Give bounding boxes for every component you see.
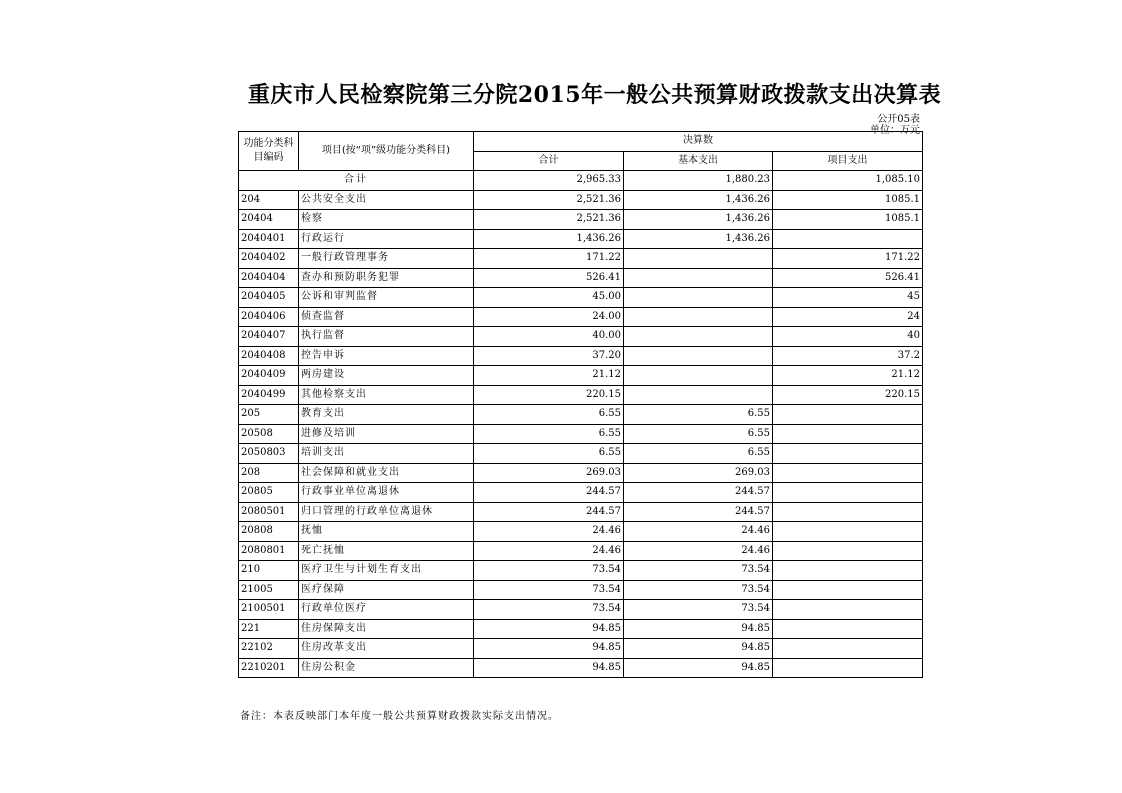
row-total: 94.85 (474, 639, 624, 659)
row-code: 2080501 (239, 502, 299, 522)
table-row (239, 580, 923, 600)
row-total: 94.85 (474, 658, 624, 678)
row-code: 2040401 (239, 229, 299, 249)
row-total: 37.20 (474, 346, 624, 366)
row-name: 医疗卫生与计划生育支出 (299, 561, 474, 581)
row-basic: 94.85 (624, 658, 773, 678)
header-project: 项目支出 (773, 151, 923, 171)
row-total: 244.57 (474, 483, 624, 503)
row-basic (624, 346, 773, 366)
table-row (239, 463, 923, 483)
row-code: 2040406 (239, 307, 299, 327)
row-total: 73.54 (474, 600, 624, 620)
table-row (239, 502, 923, 522)
table-header (239, 132, 923, 171)
row-project: 37.2 (773, 346, 923, 366)
row-code: 204 (239, 190, 299, 210)
row-total: 171.22 (474, 249, 624, 269)
row-basic (624, 366, 773, 386)
row-name: 其他检察支出 (299, 385, 474, 405)
row-name: 住房改革支出 (299, 639, 474, 659)
row-project (773, 502, 923, 522)
row-name: 检察 (299, 210, 474, 230)
table-row (239, 639, 923, 659)
row-code: 21005 (239, 580, 299, 600)
table-row (239, 210, 923, 230)
total-row-basic: 1,880.23 (624, 171, 773, 191)
row-name: 住房公积金 (299, 658, 474, 678)
row-name: 控告申诉 (299, 346, 474, 366)
row-basic: 6.55 (624, 405, 773, 425)
row-basic: 6.55 (624, 424, 773, 444)
row-basic: 269.03 (624, 463, 773, 483)
row-total: 2,521.36 (474, 190, 624, 210)
row-total: 6.55 (474, 444, 624, 464)
row-name: 死亡抚恤 (299, 541, 474, 561)
row-basic (624, 288, 773, 308)
row-project: 171.22 (773, 249, 923, 269)
row-name: 行政运行 (299, 229, 474, 249)
row-project (773, 619, 923, 639)
row-project (773, 541, 923, 561)
row-name: 两房建设 (299, 366, 474, 386)
header-basic: 基本支出 (624, 151, 773, 171)
table-row (239, 249, 923, 269)
row-basic (624, 249, 773, 269)
table-row (239, 385, 923, 405)
table-row (239, 658, 923, 678)
row-code: 210 (239, 561, 299, 581)
table-row (239, 346, 923, 366)
row-total: 94.85 (474, 619, 624, 639)
row-code: 2040405 (239, 288, 299, 308)
row-basic: 24.46 (624, 541, 773, 561)
row-name: 教育支出 (299, 405, 474, 425)
row-basic: 244.57 (624, 483, 773, 503)
row-total: 269.03 (474, 463, 624, 483)
row-code: 208 (239, 463, 299, 483)
row-name: 公共安全支出 (299, 190, 474, 210)
row-project: 21.12 (773, 366, 923, 386)
row-code: 2100501 (239, 600, 299, 620)
table-row (239, 366, 923, 386)
row-total: 244.57 (474, 502, 624, 522)
row-code: 2040404 (239, 268, 299, 288)
row-project (773, 600, 923, 620)
table-row (239, 522, 923, 542)
document-title: 重庆市人民检察院第三分院2015年一般公共预算财政拨款支出决算表 (247, 82, 942, 108)
unit-label: 单位：万元 (870, 125, 920, 136)
table-row (239, 190, 923, 210)
table-row (239, 327, 923, 347)
row-project: 40 (773, 327, 923, 347)
row-basic: 244.57 (624, 502, 773, 522)
row-project (773, 424, 923, 444)
row-name: 执行监督 (299, 327, 474, 347)
table-row (239, 288, 923, 308)
row-name: 抚恤 (299, 522, 474, 542)
table-row (239, 424, 923, 444)
table-row (239, 483, 923, 503)
row-total: 73.54 (474, 561, 624, 581)
row-total: 24.46 (474, 522, 624, 542)
row-basic: 94.85 (624, 639, 773, 659)
row-project (773, 483, 923, 503)
table-row (239, 405, 923, 425)
row-total: 40.00 (474, 327, 624, 347)
row-basic (624, 307, 773, 327)
row-basic: 24.46 (624, 522, 773, 542)
row-basic: 73.54 (624, 580, 773, 600)
row-name: 一般行政管理事务 (299, 249, 474, 269)
row-basic: 73.54 (624, 561, 773, 581)
row-total: 24.46 (474, 541, 624, 561)
row-code: 2050803 (239, 444, 299, 464)
row-name: 公诉和审判监督 (299, 288, 474, 308)
row-code: 2040407 (239, 327, 299, 347)
row-basic: 6.55 (624, 444, 773, 464)
row-name: 进修及培训 (299, 424, 474, 444)
total-row-total: 2,965.33 (474, 171, 624, 191)
row-total: 526.41 (474, 268, 624, 288)
row-name: 归口管理的行政单位离退休 (299, 502, 474, 522)
row-code: 2040402 (239, 249, 299, 269)
row-project (773, 580, 923, 600)
row-code: 20808 (239, 522, 299, 542)
row-code: 2210201 (239, 658, 299, 678)
row-basic: 94.85 (624, 619, 773, 639)
table-row (239, 229, 923, 249)
row-total: 21.12 (474, 366, 624, 386)
row-code: 2040499 (239, 385, 299, 405)
table-body (239, 171, 923, 678)
row-name: 医疗保障 (299, 580, 474, 600)
row-name: 行政事业单位离退休 (299, 483, 474, 503)
row-basic: 1,436.26 (624, 210, 773, 230)
row-project: 1085.1 (773, 190, 923, 210)
table-row (239, 561, 923, 581)
table-row (239, 444, 923, 464)
row-name: 住房保障支出 (299, 619, 474, 639)
row-code: 2040408 (239, 346, 299, 366)
row-project: 24 (773, 307, 923, 327)
row-project (773, 561, 923, 581)
form-number: 公开05表 (877, 114, 920, 125)
row-project: 526.41 (773, 268, 923, 288)
row-project: 45 (773, 288, 923, 308)
row-name: 行政单位医疗 (299, 600, 474, 620)
row-basic: 1,436.26 (624, 190, 773, 210)
row-total: 45.00 (474, 288, 624, 308)
row-basic (624, 385, 773, 405)
table-row (239, 268, 923, 288)
header-item: 项目(按“项”级功能分类科目) (299, 132, 474, 171)
row-basic: 73.54 (624, 600, 773, 620)
total-row-project: 1,085.10 (773, 171, 923, 191)
row-project (773, 229, 923, 249)
row-name: 查办和预防职务犯罪 (299, 268, 474, 288)
row-total: 6.55 (474, 405, 624, 425)
row-project (773, 405, 923, 425)
row-code: 20404 (239, 210, 299, 230)
total-row (239, 171, 923, 191)
footnote: 备注：本表反映部门本年度一般公共预算财政拨款实际支出情况。 (240, 711, 559, 722)
row-project (773, 522, 923, 542)
row-total: 220.15 (474, 385, 624, 405)
table-row (239, 600, 923, 620)
row-project (773, 444, 923, 464)
row-code: 20805 (239, 483, 299, 503)
row-project: 220.15 (773, 385, 923, 405)
row-code: 2040409 (239, 366, 299, 386)
row-project (773, 639, 923, 659)
header-final: 决算数 (474, 132, 923, 152)
row-code: 20508 (239, 424, 299, 444)
row-basic: 1,436.26 (624, 229, 773, 249)
row-basic (624, 327, 773, 347)
row-project: 1085.1 (773, 210, 923, 230)
total-row-label: 合计 (239, 171, 474, 191)
row-name: 培训支出 (299, 444, 474, 464)
row-name: 社会保障和就业支出 (299, 463, 474, 483)
budget-table (238, 131, 923, 678)
row-total: 73.54 (474, 580, 624, 600)
row-total: 1,436.26 (474, 229, 624, 249)
row-code: 221 (239, 619, 299, 639)
header-total: 合计 (474, 151, 624, 171)
row-code: 2080801 (239, 541, 299, 561)
row-total: 24.00 (474, 307, 624, 327)
row-total: 6.55 (474, 424, 624, 444)
table-row (239, 619, 923, 639)
row-code: 22102 (239, 639, 299, 659)
header-code: 功能分类科目编码 (239, 132, 299, 171)
table-row (239, 307, 923, 327)
row-total: 2,521.36 (474, 210, 624, 230)
table-row (239, 541, 923, 561)
row-name: 侦查监督 (299, 307, 474, 327)
row-project (773, 463, 923, 483)
row-basic (624, 268, 773, 288)
row-code: 205 (239, 405, 299, 425)
row-project (773, 658, 923, 678)
